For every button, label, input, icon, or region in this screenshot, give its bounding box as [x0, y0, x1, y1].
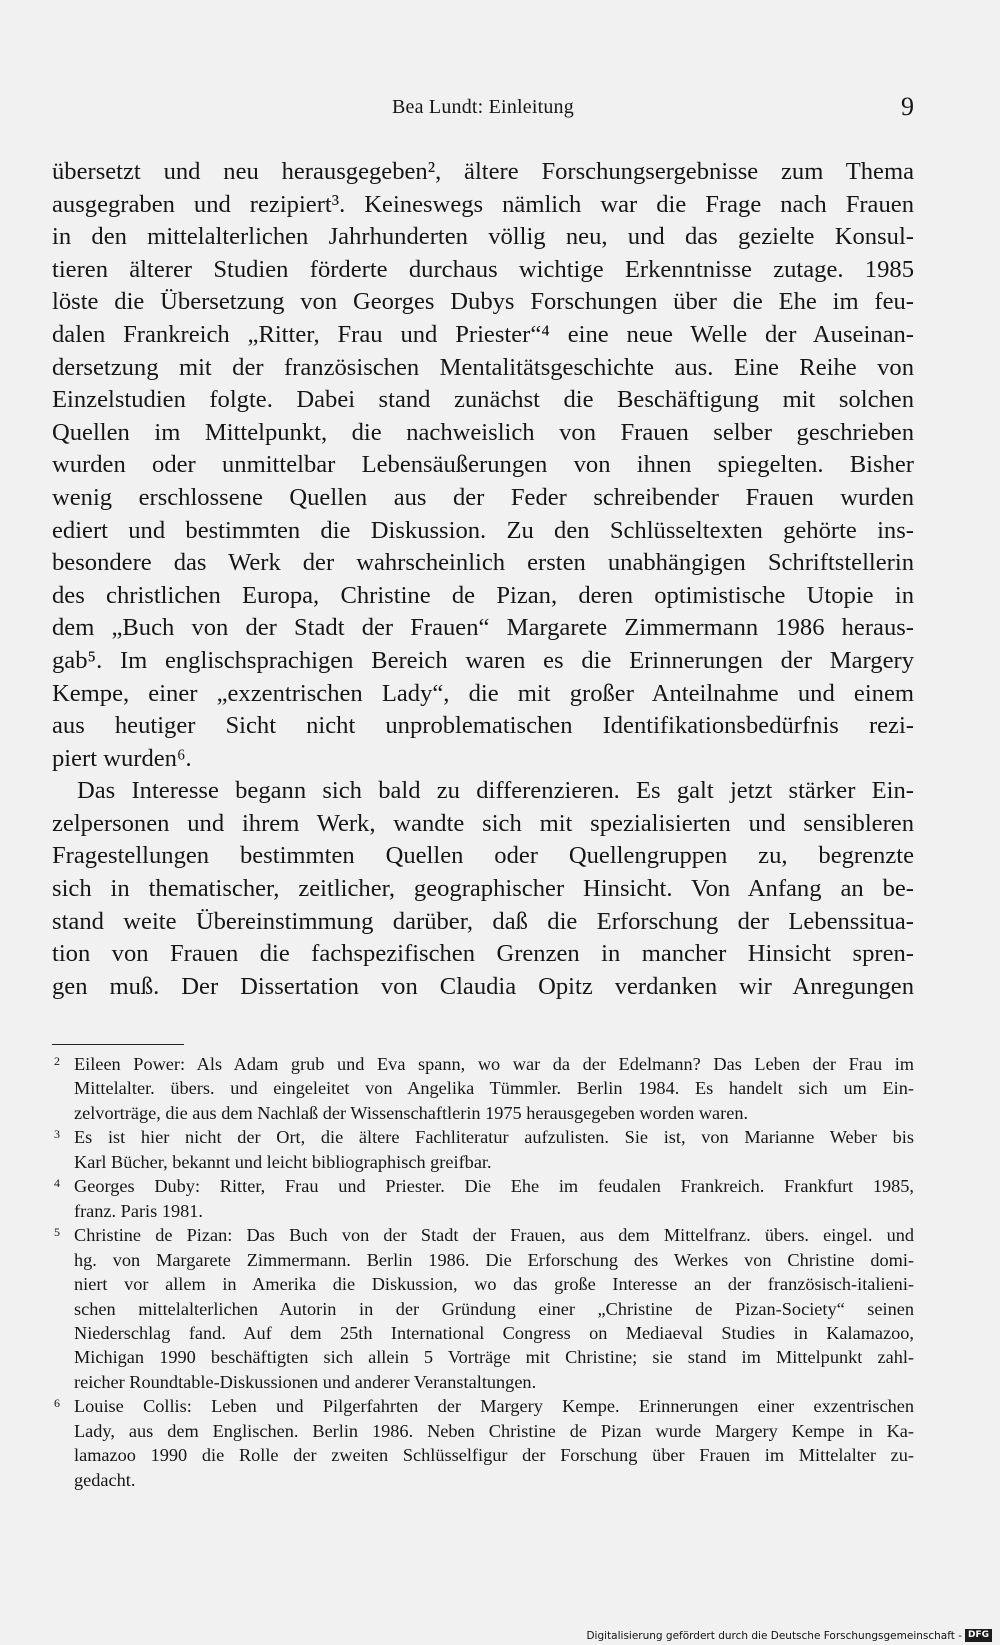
footnote-line: Niederschlag fand. Auf dem 25th International Congress on Mediaeval Studies in Kalamazoo,: [74, 1322, 914, 1343]
page-header: [52, 92, 914, 126]
footnote-line: schen mittelalterlichen Autorin in der Gründung einer „Christine de Pizan-Society“ seinen: [74, 1298, 914, 1319]
footnote: [52, 1223, 914, 1394]
body-line: dem „Buch von der Stadt der Frauen“ Margarete Zimmermann 1986 heraus-: [52, 614, 914, 642]
body-line: dersetzung mit der französischen Mentalitätsgeschichte aus. Eine Reihe von: [52, 353, 914, 381]
dfg-logo: DFG: [965, 1629, 992, 1642]
body-line: tion von Frauen die fachspezifischen Grenzen in mancher Hinsicht spren-: [52, 940, 914, 968]
body-line: dalen Frankreich „Ritter, Frau und Priester“⁴ eine neue Welle der Auseinan-: [52, 320, 914, 348]
footnote-line: zelvorträge, die aus dem Nachlaß der Wissenschaftlerin 1975 herausgegeben worden waren.: [74, 1102, 749, 1123]
body-line: Kempe, einer „exzentrischen Lady“, die mit großer Anteilnahme und einem: [52, 679, 914, 707]
footnote-number: 5: [54, 1225, 60, 1240]
body-line: gen muß. Der Dissertation von Claudia Opitz verdanken wir Anregungen: [52, 972, 914, 1000]
footnote: [52, 1394, 914, 1492]
body-line: zelpersonen und ihrem Werk, wandte sich mit spezialisierten und sensibleren: [52, 809, 914, 837]
footnote-line: Karl Bücher, bekannt und leicht bibliographisch greifbar.: [74, 1151, 492, 1172]
body-line: Das Interesse begann sich bald zu differenzieren. Es galt jetzt stärker Ein-: [77, 777, 914, 805]
footnote: [52, 1174, 914, 1223]
body-text: [52, 156, 914, 1003]
footnote-line: Georges Duby: Ritter, Frau und Priester. Die Ehe im feudalen Frankreich. Frankfurt 1985,: [74, 1176, 914, 1197]
footnote-line: niert vor allem in Amerika die Diskussion, wo das große Interesse an der französisch-italieni-: [74, 1274, 914, 1295]
footnote-number: 4: [54, 1176, 60, 1191]
footnote-line: Es ist hier nicht der Ort, die ältere Fachliteratur aufzulisten. Sie ist, von Marianne Weber bis: [74, 1127, 914, 1148]
body-line: löste die Übersetzung von Georges Dubys Forschungen über die Ehe im feu-: [52, 288, 914, 316]
footnote-number: 3: [54, 1127, 60, 1142]
body-line: Einzelstudien folgte. Dabei stand zunächst die Beschäftigung mit solchen: [52, 386, 914, 414]
body-line: wenig erschlossene Quellen aus der Feder schreibender Frauen wurden: [52, 483, 914, 511]
footnote-line: Christine de Pizan: Das Buch von der Stadt der Frauen, aus dem Mittelfranz. übers. eingel. und: [74, 1225, 914, 1246]
running-head: Bea Lundt: Einleitung: [392, 96, 574, 118]
footnote-line: Louise Collis: Leben und Pilgerfahrten der Margery Kempe. Erinnerungen einer exzentrischen: [74, 1396, 914, 1417]
body-line: ausgegraben und rezipiert³. Keineswegs nämlich war die Frage nach Frauen: [52, 190, 914, 218]
page-number: 9: [901, 92, 914, 121]
footnote-line: Michigan 1990 beschäftigten sich allein 5 Vorträge mit Christine; sie stand im Mittelpunkt zahl-: [74, 1347, 914, 1368]
body-line: Fragestellungen bestimmten Quellen oder Quellengruppen zu, begrenzte: [52, 842, 914, 870]
footnote-line: Mittelalter. übers. und eingeleitet von Angelika Tümmler. Berlin 1984. Es handelt sich um Ein-: [74, 1078, 914, 1099]
body-line: sich in thematischer, zeitlicher, geographischer Hinsicht. Von Anfang an be-: [52, 875, 914, 903]
footnote-line: reicher Roundtable-Diskussionen und anderer Veranstaltungen.: [74, 1371, 537, 1392]
footnote-line: lamazoo 1990 die Rolle der zweiten Schlüsselfigur der Forschung über Frauen im Mittelalter zu-: [74, 1445, 914, 1466]
footnote-number: 2: [54, 1054, 60, 1068]
footnotes: [52, 1052, 914, 1492]
footnote: [52, 1052, 914, 1125]
digitization-footer: [586, 1629, 992, 1642]
footnote-line: Eileen Power: Als Adam grub und Eva spann, wo war da der Edelmann? Das Leben der Frau im: [74, 1054, 914, 1074]
body-line: tieren älterer Studien förderte durchaus wichtige Erkenntnisse zutage. 1985: [52, 255, 914, 283]
footnote-number: 6: [54, 1396, 60, 1411]
footnote-line: hg. von Margarete Zimmermann. Berlin 1986. Die Erforschung des Werkes von Christine domi-: [74, 1249, 914, 1270]
footer-text: Digitalisierung gefördert durch die Deutsche Forschungsgemeinschaft -: [586, 1629, 962, 1642]
body-line: übersetzt und neu herausgegeben², ältere Forschungsergebnisse zum Thema: [52, 158, 914, 185]
body-line: ediert und bestimmten die Diskussion. Zu den Schlüsseltexten gehörte ins-: [52, 516, 914, 544]
footnote-line: Lady, aus dem Englischen. Berlin 1986. Neben Christine de Pizan wurde Margery Kempe in Ka-: [74, 1420, 914, 1441]
body-line: piert wurden⁶.: [52, 744, 192, 772]
body-line: aus heutiger Sicht nicht unproblematischen Identifikationsbedürfnis rezi-: [52, 712, 914, 740]
body-line: gab⁵. Im englischsprachigen Bereich waren es die Erinnerungen der Margery: [52, 646, 914, 674]
footnote-line: franz. Paris 1981.: [74, 1200, 203, 1221]
footnote: [52, 1125, 914, 1174]
body-line: Quellen im Mittelpunkt, die nachweislich von Frauen selber geschrieben: [52, 418, 914, 446]
footnote-rule: [52, 1044, 184, 1045]
footnote-line: gedacht.: [74, 1469, 136, 1490]
body-line: des christlichen Europa, Christine de Pizan, deren optimistische Utopie in: [52, 581, 914, 609]
body-line: wurden oder unmittelbar Lebensäußerungen von ihnen spiegelten. Bisher: [52, 451, 914, 479]
body-line: in den mittelalterlichen Jahrhunderten völlig neu, und das gezielte Konsul-: [52, 223, 914, 251]
body-line: stand weite Übereinstimmung darüber, daß die Erforschung der Lebenssitua-: [52, 907, 914, 935]
body-line: besondere das Werk der wahrscheinlich ersten unabhängigen Schriftstellerin: [52, 549, 914, 577]
